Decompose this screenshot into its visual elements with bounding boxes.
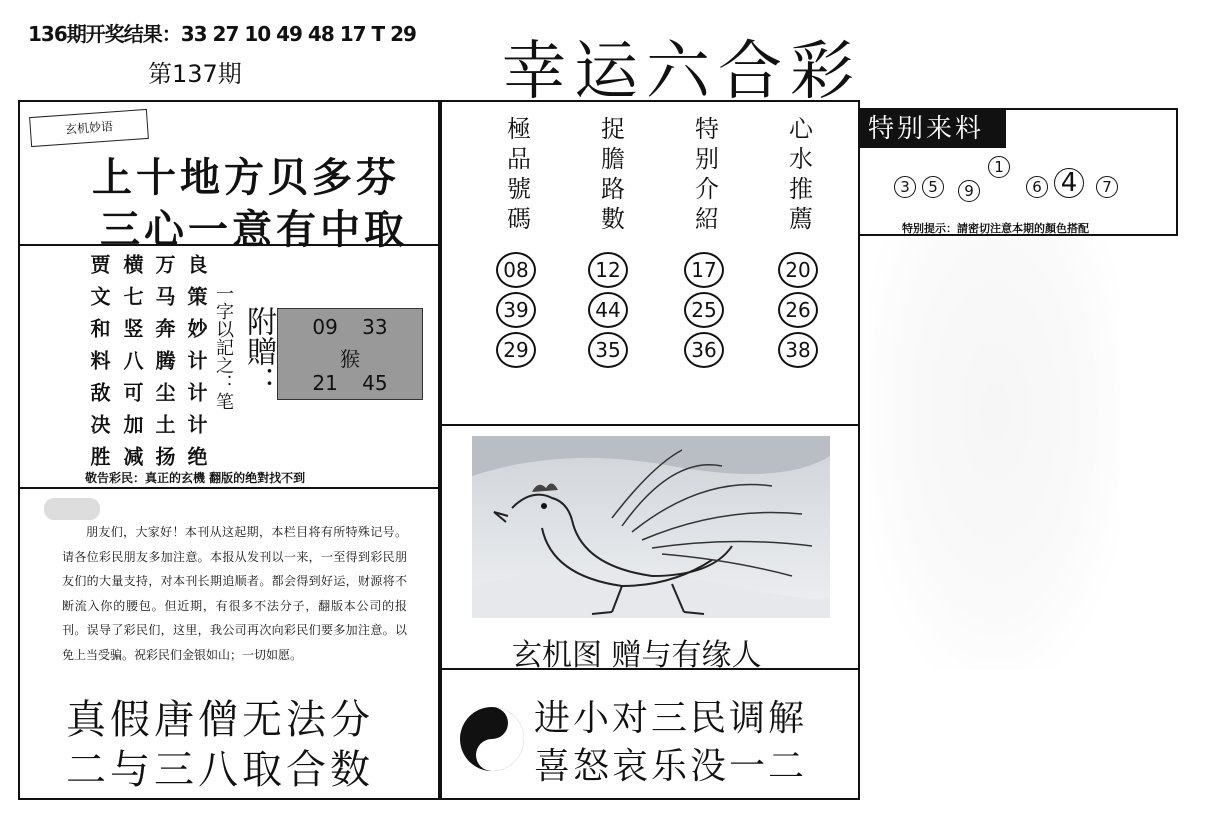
gift-zodiac: 猴	[340, 347, 360, 371]
memo-vertical: 一字以記之：笔	[213, 284, 234, 410]
rooster-illustration	[472, 436, 830, 618]
riddle-line-2: 三心一意有中取	[100, 206, 408, 253]
gift-row-2: 21 45	[312, 371, 388, 395]
column-heading-4: 心水推薦	[789, 115, 813, 233]
special-number-large: 4	[1054, 168, 1084, 198]
divider	[440, 424, 860, 426]
rooster-caption: 玄机图 赠与有缘人	[512, 638, 762, 673]
number-ball: 20	[778, 252, 818, 288]
last-draw-result: 136期开奖结果：33 27 10 49 48 17 T 29	[28, 22, 416, 46]
number-ball: 44	[588, 292, 628, 328]
bottom-mid-line-1: 进小对三民调解	[534, 698, 808, 739]
number-ball: 39	[496, 292, 536, 328]
page-title: 幸运六合彩	[502, 35, 862, 109]
special-number: 7	[1096, 176, 1118, 198]
riddle-column-3: 万马奔腾尘土扬	[152, 254, 176, 478]
special-number: 3	[894, 176, 916, 198]
rooster-icon	[472, 436, 830, 618]
number-ball: 38	[778, 332, 818, 368]
notice-paragraph: 朋友们，大家好！本刊从这起期，本栏目将有所特殊记号。请各位彩民朋友多加注意。本报从发刊以一来，一至得到彩民朋友们的大量支持，对本刊长期追顺者。都会得到好运，财源将不断流入你的腰包。但近期，有很多不法分子，翻版本公司的报刊。误导了彩民们，这里，我公司再次向彩民们要多加注意。以免上当受骗。祝彩民们金银如山；一切如愿。	[62, 525, 407, 662]
column-heading-3: 特别介紹	[695, 115, 719, 233]
yin-yang-icon	[457, 704, 527, 774]
number-ball: 12	[588, 252, 628, 288]
bottom-left-line-1: 真假唐僧无法分	[66, 697, 374, 743]
gift-row-1: 09 33	[312, 315, 388, 339]
gift-number-box	[277, 308, 423, 400]
special-number: 9	[958, 180, 980, 202]
column-heading-1: 極品號碼	[507, 115, 531, 233]
special-title: 特别来料	[860, 110, 1006, 148]
issue-number: 第137期	[148, 60, 242, 88]
divider	[18, 487, 440, 489]
number-ball: 25	[684, 292, 724, 328]
number-ball: 26	[778, 292, 818, 328]
column-heading-2: 捉膽路數	[601, 115, 625, 233]
riddle-column-2: 横七竖八可加减	[120, 254, 144, 478]
paragraph-tag	[44, 498, 100, 520]
warning-text: 敬告彩民：真正的玄機 翻版的绝對找不到	[85, 471, 306, 485]
special-number: 5	[922, 176, 944, 198]
gift-label: 附贈：	[241, 306, 276, 396]
bottom-left-line-2: 二与三八取合数	[66, 747, 374, 793]
number-ball: 36	[684, 332, 724, 368]
section-tag: 玄机妙语	[29, 109, 149, 147]
number-ball: 08	[496, 252, 536, 288]
riddle-line-1: 上十地方贝多芬	[92, 154, 400, 201]
special-number: 6	[1026, 176, 1048, 198]
number-ball: 35	[588, 332, 628, 368]
number-ball: 29	[496, 332, 536, 368]
riddle-column-4: 良策妙计计计绝	[184, 254, 208, 478]
bottom-mid-line-2: 喜怒哀乐没一二	[534, 746, 808, 787]
special-number: 1	[988, 156, 1010, 178]
faint-watermark	[870, 240, 1120, 670]
special-tip: 特别提示：請密切注意本期的顏色搭配	[902, 222, 1089, 235]
number-ball: 17	[684, 252, 724, 288]
riddle-column-1: 贾文和料敌决胜	[87, 254, 111, 478]
